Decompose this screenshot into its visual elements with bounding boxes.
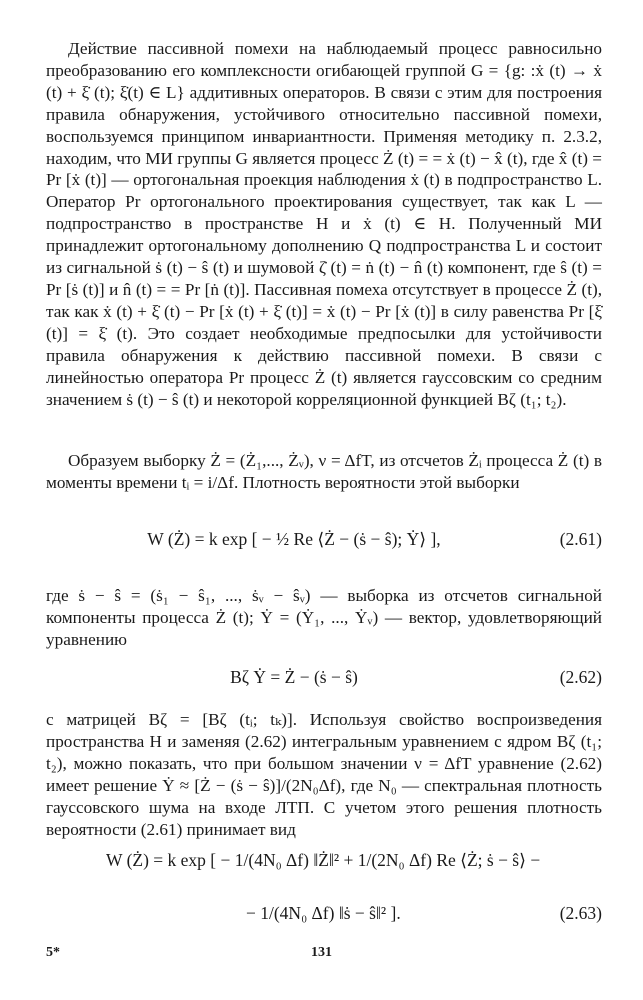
- equation-2-62-body: Bζ Ẏ = Ż − (ṡ − ŝ): [230, 667, 358, 687]
- equation-2-63-line-1-body: W (Ż) = k exp [ − 1/(4N₀ Δf) ‖Ż‖² + 1/(2N₀ Δf) Re ⟨Ż; ṡ − ŝ⟩ −: [106, 850, 541, 870]
- paragraph-3: где ṡ − ŝ = (ṡ₁ − ŝ₁, ..., ṡᵥ − ŝᵥ) — выборка из отсчетов сигнальной компоненты процесса Ż (t); Ẏ = (Ẏ₁, ..., Ẏᵥ) — вектор, удовлетворяющий уравнению: [46, 586, 602, 649]
- equation-2-63-line-2-body: − 1/(4N₀ Δf) ‖ṡ − ŝ‖² ].: [246, 903, 401, 923]
- equation-2-63-line-2: [46, 895, 602, 931]
- equation-2-61-body: W (Ż) = k exp [ − ½ Re ⟨Ż − (ṡ − ŝ); Ẏ⟩ ],: [147, 529, 441, 549]
- signature-mark: 5*: [46, 945, 60, 960]
- paragraph-4: с матрицей Bζ = [Bζ (tᵢ; tₖ)]. Используя свойство воспроизведения пространства H и заменяя (2.62) интегральным уравнением с ядром Bζ (t₁; t₂), можно показать, что при большом значении ν = ΔfT уравнение (2.62) имеет решение Ẏ ≈ [Ż − (ṡ − ŝ)]/(2N₀Δf), где N₀ — спектральная плотность гауссовского шума на входе ЛТП. С учетом этого решения плотность вероятности (2.61) принимает вид: [46, 710, 602, 839]
- equation-2-63-number: (2.63): [559, 903, 602, 923]
- equation-2-61: [46, 521, 602, 557]
- equation-2-62: [46, 659, 602, 695]
- equation-2-63-line-1: [46, 842, 602, 878]
- equation-2-62-number: (2.62): [559, 667, 602, 687]
- paragraph-1: Действие пассивной помехи на наблюдаемый процесс равносильно преобразованию его комплексности огибающей группой G = {g: :ẋ (t) → ẋ (t) + ξ̇ (t); ξ̇(t) ∈ L} аддитивных операторов. В связи с этим для построения правила обнаружения, устойчивого относительно пассивной помехи, воспользуемся принципом инвариантности. Применяя методику п. 2.3.2, находим, что МИ группы G является процесс Ż (t) = = ẋ (t) − x̂ (t), где x̂ (t) = Pr [ẋ (t)] — ортогональная проекция наблюдения ẋ (t) в подпространство L. Оператор Pr ортогонального проектирования существует, так как L — подпространство в пространстве H и ẋ (t) ∈ H. Полученный МИ принадлежит ортогональному дополнению Q подпространства L и состоит из сигнальной ṡ (t) − ŝ (t) и шумовой ζ̇ (t) = ṅ (t) − n̂ (t) компонент, где ŝ (t) = Pr [ṡ (t)] и n̂ (t) = = Pr [ṅ (t)]. Пассивная помеха отсутствует в процессе Ż (t), так как ẋ (t) + ξ̇ (t) − Pr [ẋ (t) + ξ̇ (t)] = ẋ (t) − Pr [ẋ (t)] в силу равенства Pr [ξ̇ (t)] = ξ̇ (t). Это создает необходимые предпосылки для устойчивости правила обнаружения к действию пассивной помехи. В связи с линейностью оператора Pr процесс Ż (t) является гауссовским со средним значением ṡ (t) − ŝ (t) и некоторой корреляционной функцией Bζ (t₁; t₂).: [46, 39, 602, 409]
- equation-2-61-number: (2.61): [559, 529, 602, 549]
- paragraph-2: Образуем выборку Ż = (Ż₁,..., Żᵥ), ν = ΔfT, из отсчетов Żᵢ процесса Ż (t) в моменты времени tᵢ = i/Δf. Плотность вероятности этой выборки: [46, 451, 602, 492]
- page-number: 131: [311, 945, 332, 960]
